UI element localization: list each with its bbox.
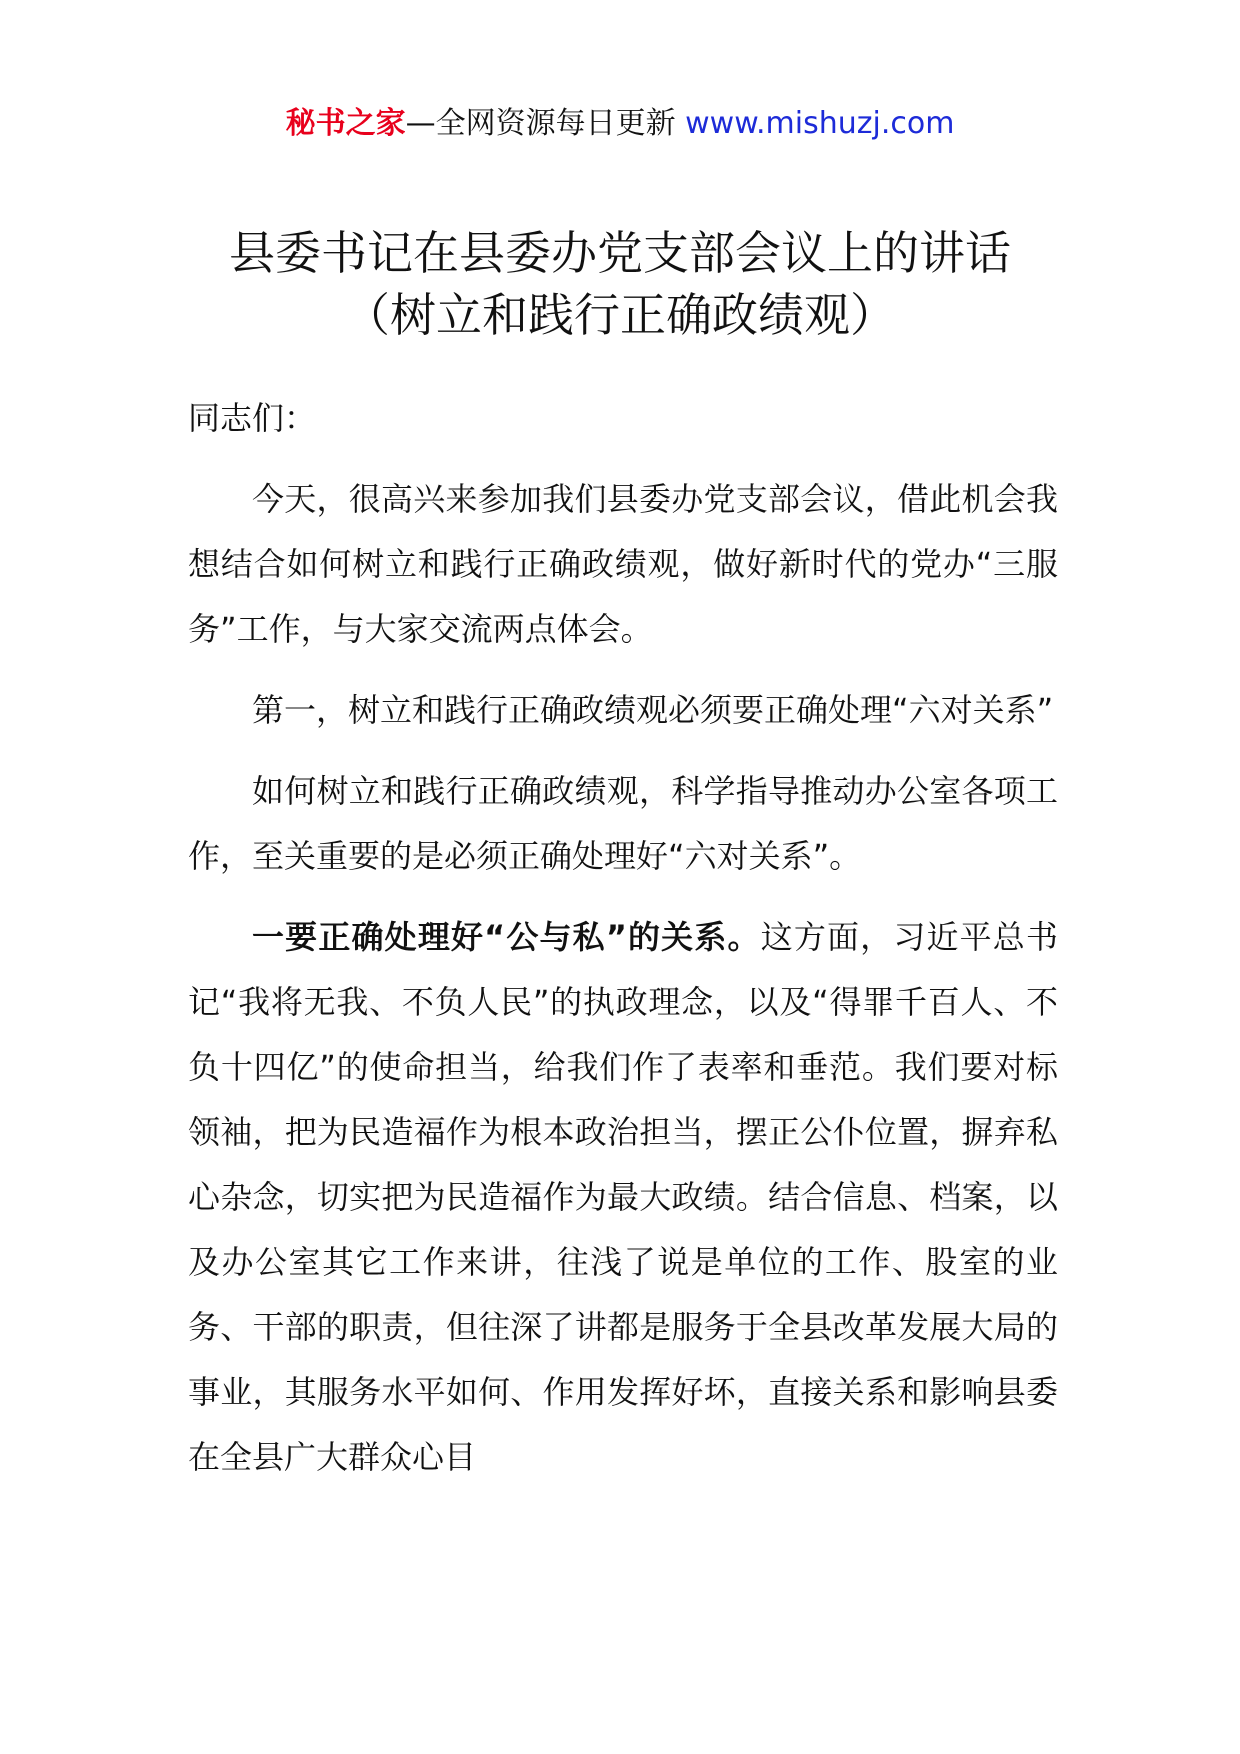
paragraph-bold-lead: 一要正确处理好“公与私”的关系。: [252, 918, 761, 956]
paragraph-public-private: [188, 905, 1058, 1490]
title-main: 县委书记在县委办党支部会议上的讲话: [229, 226, 1011, 280]
site-url-link[interactable]: www.mishuzj.com: [685, 106, 955, 141]
brand-name: 秘书之家: [285, 106, 406, 141]
paragraph-text: 今天，很高兴来参加我们县委办党支部会议，借此机会我想结合如何树立和践行正确政绩观，做好新时代的党办“三服务”工作，与大家交流两点体会。: [188, 480, 1058, 648]
document-title: [0, 222, 1240, 346]
title-subtitle: （树立和践行正确政绩观）: [344, 288, 896, 342]
paragraph-text: 如何树立和践行正确政绩观，科学指导推动办公室各项工作，至关重要的是必须正确处理好“六对关系”。: [188, 772, 1058, 875]
paragraph-text: 这方面，习近平总书记“我将无我、不负人民”的执政理念，以及“得罪千百人、不负十四亿”的使命担当，给我们作了表率和垂范。我们要对标领袖，把为民造福作为根本政治担当，摆正公仆位置，摒弃私心杂念，切实把为民造福作为最大政绩。结合信息、档案，以及办公室其它工作来讲，往浅了说是单位的工作、股室的业务、干部的职责，但往深了讲都是服务于全县改革发展大局的事业，其服务水平如何、作用发挥好坏，直接关系和影响县委在全县广大群众心目: [188, 918, 1058, 1476]
paragraph-text: 第一，树立和践行正确政绩观必须要正确处理“六对关系”: [252, 691, 1054, 729]
header-slogan: —全网资源每日更新: [405, 106, 686, 141]
document-body: [188, 386, 1058, 1506]
salutation: 同志们：: [188, 399, 317, 437]
paragraph-intro: [188, 467, 1058, 662]
site-header: [0, 100, 1240, 148]
paragraph-section-one: [188, 678, 1058, 743]
paragraph-six-relations: [188, 759, 1058, 889]
